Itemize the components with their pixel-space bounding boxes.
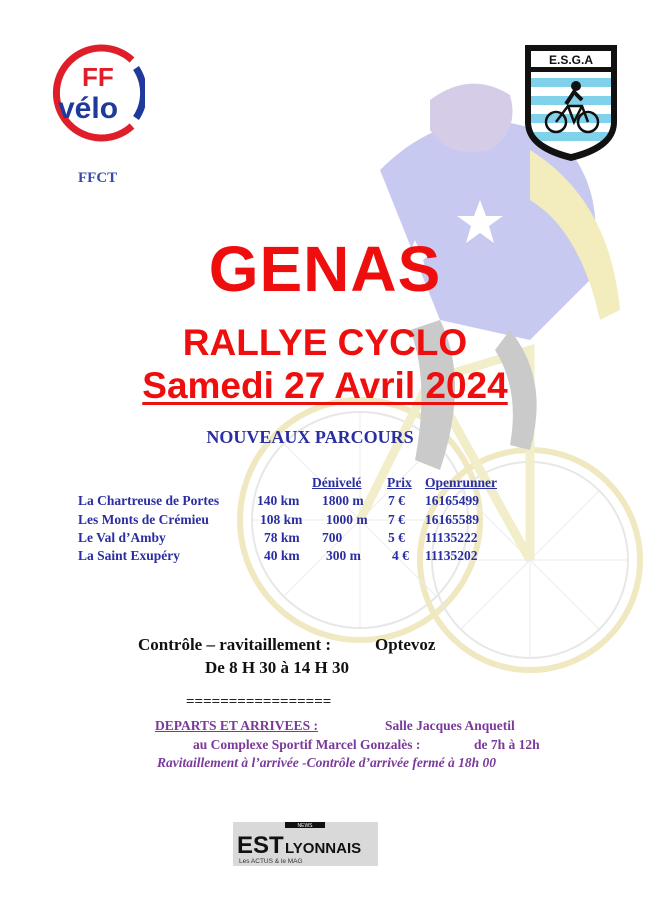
title-event: RALLYE CYCLO [182,322,468,363]
route-denivele: 700 [322,530,343,545]
departs-place: Salle Jacques Anquetil [385,718,515,733]
route-denivele: 1800 m [322,493,364,508]
route-name: La Chartreuse de Portes [78,493,220,508]
departs-complexe: au Complexe Sportif Marcel Gonzalès : [193,737,421,752]
controle-place: Optevoz [375,635,436,654]
departs-hours: de 7h à 12h [474,737,540,752]
est-text: EST [237,832,284,859]
route-prix: 7 € [388,493,405,508]
route-prix: 4 € [392,548,409,563]
route-openrunner: 11135202 [425,548,478,563]
ravitaillement-arrivee: Ravitaillement à l’arrivée -Contrôle d’arrivée fermé à 18h 00 [157,755,496,770]
title-date [0,365,650,407]
route-prix: 5 € [388,530,405,545]
subtitle-nouveaux-parcours: NOUVEAUX PARCOURS [206,427,414,447]
route-prix: 7 € [388,512,405,527]
route-distance: 40 km [264,548,300,563]
title-date-text: Samedi 27 Avril 2024 [142,365,508,406]
controle-hours: De 8 H 30 à 14 H 30 [205,658,350,677]
route-openrunner: 16165589 [425,512,479,527]
route-distance: 108 km [260,512,303,527]
est-news-text: NEWS [297,823,313,829]
esga-text: E.S.G.A [548,53,594,67]
header-openrunner: Openrunner [425,475,498,490]
lyonnais-text: LYONNAIS [285,840,362,857]
ffvelo-ff: FF [82,62,114,92]
header-prix: Prix [387,475,412,490]
esga-badge-logo [522,42,620,164]
route-name: Le Val d’Amby [78,530,166,545]
route-openrunner: 16165499 [425,493,479,508]
ffvelo-logo [40,38,145,148]
est-lyonnais-logo [233,822,378,866]
departs-label: DEPARTS ET ARRIVEES : [155,718,318,733]
route-distance: 78 km [264,530,300,545]
route-denivele: 1000 m [326,512,368,527]
controle-label: Contrôle – ravitaillement : [138,635,332,654]
separator-line: ================= [186,694,332,710]
est-sub-text: Les ACTUS & le MAG [239,858,303,865]
route-openrunner: 11135222 [425,530,478,545]
route-denivele: 300 m [326,548,361,563]
ffvelo-velo: vélo [58,92,119,125]
ffct-label: FFCT [78,170,118,186]
route-name: Les Monts de Crémieu [78,512,209,527]
route-name: La Saint Exupéry [78,548,181,563]
header-denivele: Dénivelé [312,475,362,490]
title-city: GENAS [208,233,442,305]
route-distance: 140 km [257,493,300,508]
